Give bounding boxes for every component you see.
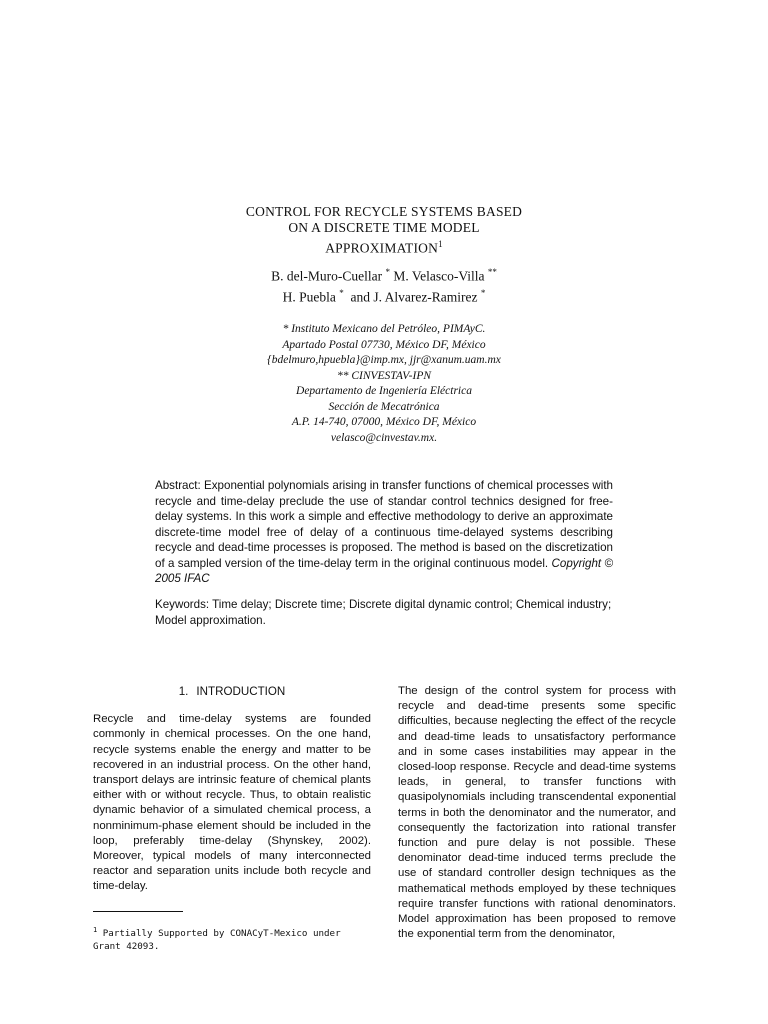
author-affiliation-mark: *: [480, 287, 486, 298]
keywords-text: Time delay; Discrete time; Discrete digital dynamic control; Chemical industry; Model approximation.: [155, 598, 612, 627]
author-list: [180, 264, 588, 305]
author-name: H. Puebla: [282, 289, 336, 304]
author-line-2: [180, 285, 588, 306]
author-line-1: [180, 264, 588, 285]
affiliation-line: Departamento de Ingeniería Eléctrica: [296, 385, 472, 397]
author-name: M. Velasco-Villa: [393, 268, 485, 284]
author-name: B. del-Muro-Cuellar: [271, 268, 383, 284]
affiliation-line: A.P. 14-740, 07000, México DF, México: [291, 416, 477, 428]
section-title: INTRODUCTION: [196, 685, 286, 698]
title-line-1: CONTROL FOR RECYCLE SYSTEMS BASED: [245, 204, 523, 219]
section-number: 1.: [178, 685, 189, 698]
abstract-text: Exponential polynomials arising in transfer functions of chemical processes with recycle and time-delay preclude the use of standar control technics designed for free-delay systems. In this work a simple and effective methodology to derive an approximate discrete-time model free of delay of a continuous time-delayed systems describing recycle and dead-time processes is proposed. The method is based on the discretization of a sampled version of the time-delay term in the original continuous model.: [155, 479, 613, 570]
title-line-3: [180, 236, 588, 257]
footnote: [93, 924, 371, 953]
right-column: [398, 684, 676, 942]
footnote-rule: [93, 911, 183, 912]
footnote-text: Partially Supported by CONACyT-Mexico under Grant 42093.: [93, 928, 341, 953]
footnote-mark: 1: [93, 926, 98, 934]
affiliation-line: * Instituto Mexicano del Petróleo, PIMAyC.: [282, 323, 486, 335]
affiliation-email-line: {bdelmuro,hpuebla}@imp.mx, jjr@xanum.uam.mx: [267, 354, 501, 366]
author-affiliation-mark: **: [487, 267, 497, 277]
title-footnote-mark: 1: [438, 239, 443, 249]
author-and: and: [350, 289, 370, 304]
title-line-2: ON A DISCRETE TIME MODEL: [288, 220, 480, 235]
affiliation-line: Sección de Mecatrónica: [328, 400, 440, 413]
paper-title: [180, 204, 588, 257]
affiliations: [180, 322, 588, 446]
body-paragraph: Recycle and time-delay systems are founded commonly in chemical processes. On the one hand, recycle systems enable the energy and matter to be recovered in an industrial process. On the other hand, transport delays are intrinsic feature of chemical plants either with or without recycle. Thus, to obtain realistic dynamic behavior of a simulated chemical process, a nonminimum-phase element should be included in the loop, preferably time-delay (Shynskey, 2002). Moreover, typical models of many interconnected reactor and separation units include both recycle and time-delay.: [93, 713, 371, 893]
keywords: [155, 597, 613, 628]
affiliation-line: Apartado Postal 07730, México DF, México: [282, 338, 486, 351]
abstract-copyright: Copyright © 2005 IFAC: [155, 556, 613, 585]
abstract-label: Abstract:: [155, 479, 201, 492]
affiliation-line: ** CINVESTAV-IPN: [336, 369, 432, 382]
abstract: [155, 478, 613, 587]
author-name: J. Alvarez-Ramirez: [373, 289, 478, 304]
body-paragraph: The design of the control system for process with recycle and dead-time presents some specific difficulties, because neglecting the effect of the recycle and dead-time leads to unsatisfactory performance and in some cases instabilities may appear in the closed-loop response. Recycle and dead-time systems leads, in general, to transfer functions with quasipolynomials including transcendental exponential terms in both the denominator and the numerator, and consequently the factorization into rational transfer function and pure delay is not possible. These denominator dead-time induced terms preclude the use of standard controller design techniques as the mathematical methods employed by these techniques require transfer functions with rational denominators. Model approximation has been proposed to remove the exponential term from the denominator,: [398, 685, 676, 941]
left-column: [93, 684, 371, 895]
author-affiliation-mark: *: [339, 287, 344, 298]
title-line-3-text: APPROXIMATION: [325, 240, 439, 256]
section-heading: [93, 684, 371, 699]
affiliation-email-line: velasco@cinvestav.mx.: [330, 431, 438, 444]
keywords-label: Keywords:: [155, 598, 210, 611]
author-affiliation-mark: *: [385, 267, 390, 277]
